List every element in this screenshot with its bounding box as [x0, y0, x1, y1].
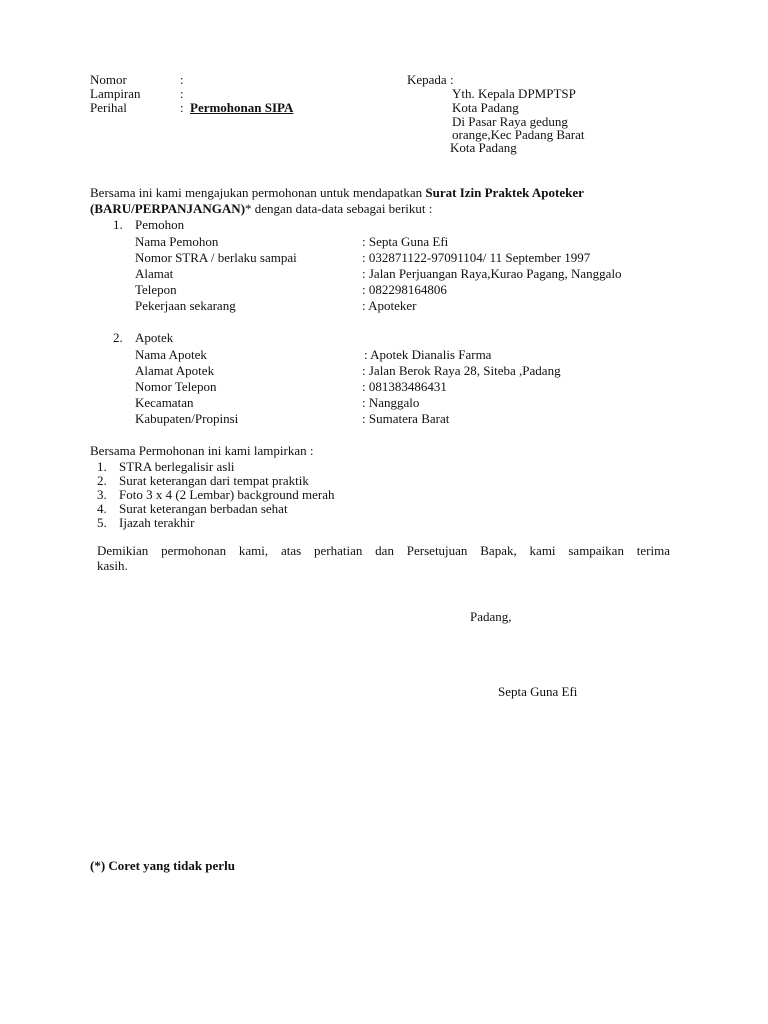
pemohon-value-pekerjaan: : Apoteker: [362, 298, 417, 313]
apotek-label-nama: Nama Apotek: [135, 347, 207, 362]
intro-bold-a: Surat Izin Praktek Apoteker: [425, 185, 584, 200]
pemohon-label-telepon: Telepon: [135, 282, 177, 297]
attachment-text-1: STRA berlegalisir asli: [119, 459, 235, 474]
closing-line-2: kasih.: [97, 558, 128, 573]
pemohon-label-nama: Nama Pemohon: [135, 234, 219, 249]
intro-line-2: [90, 201, 432, 216]
footnote: (*) Coret yang tidak perlu: [90, 858, 235, 873]
apotek-number: 2.: [113, 330, 123, 345]
apotek-label-kabupaten: Kabupaten/Propinsi: [135, 411, 239, 426]
attachment-num-1: 1.: [97, 459, 107, 474]
apotek-value-telepon: : 081383486431: [362, 379, 447, 394]
apotek-value-kecamatan: : Nanggalo: [362, 395, 420, 410]
perihal-value: Permohonan SIPA: [190, 100, 294, 115]
attachment-num-3: 3.: [97, 487, 107, 502]
apotek-heading: Apotek: [135, 330, 174, 345]
intro-bold-b: (BARU/PERPANJANGAN): [90, 201, 246, 216]
pemohon-number: 1.: [113, 217, 123, 232]
recipient-line-5: Kota Padang: [450, 140, 517, 155]
attachment-text-2: Surat keterangan dari tempat praktik: [119, 473, 309, 488]
apotek-value-nama: : Apotek Dianalis Farma: [364, 347, 492, 362]
recipient-line-3: Di Pasar Raya gedung: [452, 114, 568, 129]
apotek-label-alamat: Alamat Apotek: [135, 363, 215, 378]
attachment-num-4: 4.: [97, 501, 107, 516]
attachment-text-5: Ijazah terakhir: [119, 515, 195, 530]
attachment-text-3: Foto 3 x 4 (2 Lembar) background merah: [119, 487, 335, 502]
signature-name: Septa Guna Efi: [498, 684, 578, 699]
attachments-heading: Bersama Permohonan ini kami lampirkan :: [90, 443, 314, 458]
recipient-line-1: Yth. Kepala DPMPTSP: [452, 86, 576, 101]
recipient-line-2: Kota Padang: [452, 100, 519, 115]
signature-place: Padang,: [470, 609, 512, 624]
attachment-num-5: 5.: [97, 515, 107, 530]
apotek-value-kabupaten: : Sumatera Barat: [362, 411, 450, 426]
pemohon-value-telepon: : 082298164806: [362, 282, 447, 297]
perihal-label: Perihal: [90, 100, 127, 115]
pemohon-label-stra: Nomor STRA / berlaku sampai: [135, 250, 297, 265]
apotek-label-telepon: Nomor Telepon: [135, 379, 217, 394]
pemohon-value-stra: : 032871122-97091104/ 11 September 1997: [362, 250, 591, 265]
perihal-colon: :: [180, 100, 184, 115]
pemohon-value-alamat: : Jalan Perjuangan Raya,Kurao Pagang, Nanggalo: [362, 266, 622, 281]
apotek-value-alamat: : Jalan Berok Raya 28, Siteba ,Padang: [362, 363, 561, 378]
kepada-label: Kepada :: [407, 72, 454, 87]
nomor-colon: :: [180, 72, 184, 87]
intro-text-a: Bersama ini kami mengajukan permohonan untuk mendapatkan: [90, 185, 426, 200]
intro-text-b: * dengan data-data sebagai berikut :: [245, 201, 433, 216]
pemohon-label-pekerjaan: Pekerjaan sekarang: [135, 298, 236, 313]
lampiran-colon: :: [180, 86, 184, 101]
apotek-label-kecamatan: Kecamatan: [135, 395, 194, 410]
recipient-line-4: orange,Kec Padang Barat: [452, 127, 585, 142]
pemohon-value-nama: : Septa Guna Efi: [362, 234, 449, 249]
nomor-label: Nomor: [90, 72, 127, 87]
intro-line-1: [90, 185, 584, 200]
attachment-text-4: Surat keterangan berbadan sehat: [119, 501, 288, 516]
lampiran-label: Lampiran: [90, 86, 141, 101]
attachment-num-2: 2.: [97, 473, 107, 488]
closing-line-1: Demikian permohonan kami, atas perhatian dan Persetujuan Bapak, kami sampaikan terima: [97, 543, 670, 558]
pemohon-label-alamat: Alamat: [135, 266, 174, 281]
pemohon-heading: Pemohon: [135, 217, 185, 232]
